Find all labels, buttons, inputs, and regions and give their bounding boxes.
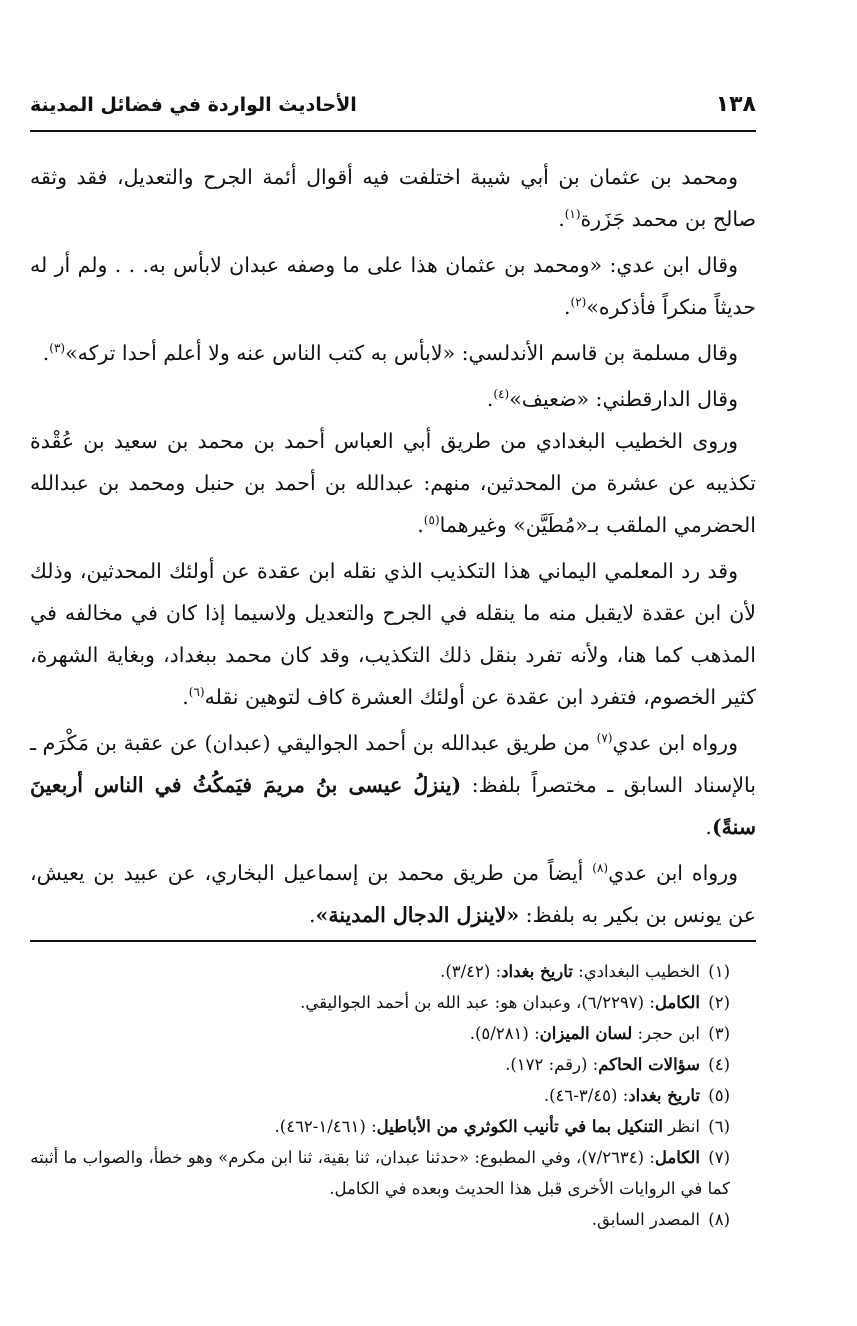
footnote-source: لسان الميزان [539, 1024, 633, 1043]
footnote-text: الخطيب البغدادي: [572, 962, 700, 981]
footnote-number: (٣) [708, 1024, 730, 1043]
footnote-1 [30, 956, 756, 987]
paragraph-tail: . [42, 341, 50, 365]
page-number: ١٣٨ [715, 92, 756, 117]
book-page [30, 92, 756, 1235]
paragraph-8 [30, 852, 756, 942]
paragraph-1 [30, 156, 756, 240]
paragraph-tail: . [705, 815, 712, 839]
hadith-text: «لاينزل الدجال المدينة» [315, 903, 520, 927]
footnote-source: الكامل [654, 1148, 700, 1167]
footnote-5 [30, 1080, 756, 1111]
footnote-text: ابن حجر: [632, 1024, 700, 1043]
footnote-text: : (٧/٢٦٣٤)، وفي المطبوع: «حدثنا عبدان، ثنا بقية، ثنا ابن مكرم» وهو خطأ، والصواب ما أثبته كما في الروايات الأخرى قبل هذا الحديث وبعده في الكامل. [30, 1148, 730, 1198]
paragraph-text: من طريق عبدالله بن أحمد الجواليقي (عبدان) عن عقبة بن مَكْرَم ـ بالإسناد السابق ـ مختصراً بلفظ: [30, 731, 756, 797]
hadith-text: (ينزلُ عيسى بنُ مريمَ فيَمكُثُ في الناس أربعينَ سنةً) [30, 773, 756, 839]
paragraph-6 [30, 550, 756, 718]
footnote-number: (٤) [708, 1055, 730, 1074]
footnote-text: المصدر السابق. [591, 1210, 700, 1229]
footnote-text: : (٣/٤٥-٤٦). [543, 1086, 629, 1105]
footnote-source: تاريخ بغداد [501, 962, 573, 981]
footnote-ref[interactable]: (٤) [493, 387, 510, 402]
paragraph-tail: . [308, 903, 316, 927]
footnote-number: (٢) [708, 993, 730, 1012]
footnote-text: : (٣/٤٢). [440, 962, 502, 981]
footnotes [30, 956, 756, 1235]
footnote-8 [30, 1204, 756, 1235]
footnote-ref[interactable]: (٧) [596, 731, 613, 746]
footnote-source: الكامل [654, 993, 700, 1012]
footnote-ref[interactable]: (١) [564, 207, 581, 222]
paragraph-5 [30, 420, 756, 546]
footnote-6 [30, 1111, 756, 1142]
paragraph-text: ورواه ابن عدي [612, 731, 738, 755]
paragraph-3 [30, 332, 756, 374]
footnote-source: تاريخ بغداد [628, 1086, 700, 1105]
footnote-ref[interactable]: (٢) [570, 295, 587, 310]
paragraph-tail: . [417, 513, 424, 537]
paragraph-text: ومحمد بن عثمان بن أبي شيبة اختلفت فيه أقوال أئمة الجرح والتعديل، فقد وثقه صالح بن محمد جَزَرة [30, 165, 756, 231]
main-text [30, 156, 756, 942]
paragraph-text: وقد رد المعلمي اليماني هذا التكذيب الذي نقله ابن عقدة عن أولئك المحدثين، وذلك لأن ابن عقدة لايقبل منه ما ينقله في الجرح والتعديل ولاسيما إذا كان في مخالفه في المذهب كما هنا، ولأنه تفرد بنقل ذلك التكذيب، وقد كان محمد ببغداد، وبغاية الشهرة، كثير الخصوم، فتفرد ابن عقدة عن أولئك العشرة كاف لتوهين نقله [30, 559, 756, 709]
paragraph-tail: . [486, 387, 494, 411]
paragraph-tail: . [564, 295, 571, 319]
footnote-ref[interactable]: (٦) [188, 685, 205, 700]
footnote-number: (١) [708, 962, 730, 981]
footnote-4 [30, 1049, 756, 1080]
footnote-text: : (٥/٢٨١). [469, 1024, 540, 1043]
footnote-text: : (٦/٢٢٩٧)، وعبدان هو: عبد الله بن أحمد الجواليقي. [300, 993, 655, 1012]
paragraph-text: وقال ابن عدي: «ومحمد بن عثمان هذا على ما وصفه عبدان لابأس به. . . ولم أر له حديثاً منكراً فأذكره» [30, 253, 756, 319]
footnote-7 [30, 1142, 756, 1204]
running-title: الأحاديث الواردة في فضائل المدينة [30, 94, 357, 116]
page-header [30, 92, 756, 132]
paragraph-text: وقال مسلمة بن قاسم الأندلسي: «لابأس به كتب الناس عنه ولا أعلم أحدا تركه» [65, 341, 738, 365]
footnote-3 [30, 1018, 756, 1049]
footnote-number: (٦) [708, 1117, 730, 1136]
footnote-text: انظر [662, 1117, 700, 1136]
footnote-text: : (رقم: ١٧٢). [505, 1055, 599, 1074]
footnote-number: (٧) [708, 1148, 730, 1167]
paragraph-tail: . [182, 685, 189, 709]
paragraph-text: وقال الدارقطني: «ضعيف» [509, 387, 738, 411]
footnote-ref[interactable]: (٨) [592, 861, 609, 876]
paragraph-tail: . [558, 207, 565, 231]
footnote-text: : (١/٤٦١-٤٦٢). [274, 1117, 377, 1136]
footnote-source: التنكيل بما في تأنيب الكوثري من الأباطيل [376, 1117, 663, 1136]
paragraph-4 [30, 378, 756, 420]
paragraph-7 [30, 722, 756, 848]
paragraph-2 [30, 244, 756, 328]
footnote-source: سؤالات الحاكم [598, 1055, 700, 1074]
paragraph-text: وروى الخطيب البغدادي من طريق أبي العباس أحمد بن محمد بن سعيد بن عُقْدة تكذيبه عن عشرة من المحدثين، منهم: عبدالله بن أحمد بن حنبل ومحمد بن عبدالله الحضرمي الملقب بـ«مُطَيَّن» وغيرهما [30, 429, 756, 537]
paragraph-text: ورواه ابن عدي [608, 861, 738, 885]
footnote-2 [30, 987, 756, 1018]
footnote-number: (٨) [708, 1210, 730, 1229]
footnote-number: (٥) [708, 1086, 730, 1105]
paragraph-text: أيضاً من طريق محمد بن إسماعيل البخاري، عن عبيد بن يعيش، عن يونس بن بكير به بلفظ: [30, 861, 756, 927]
footnote-ref[interactable]: (٣) [49, 341, 66, 356]
footnote-ref[interactable]: (٥) [423, 513, 440, 528]
